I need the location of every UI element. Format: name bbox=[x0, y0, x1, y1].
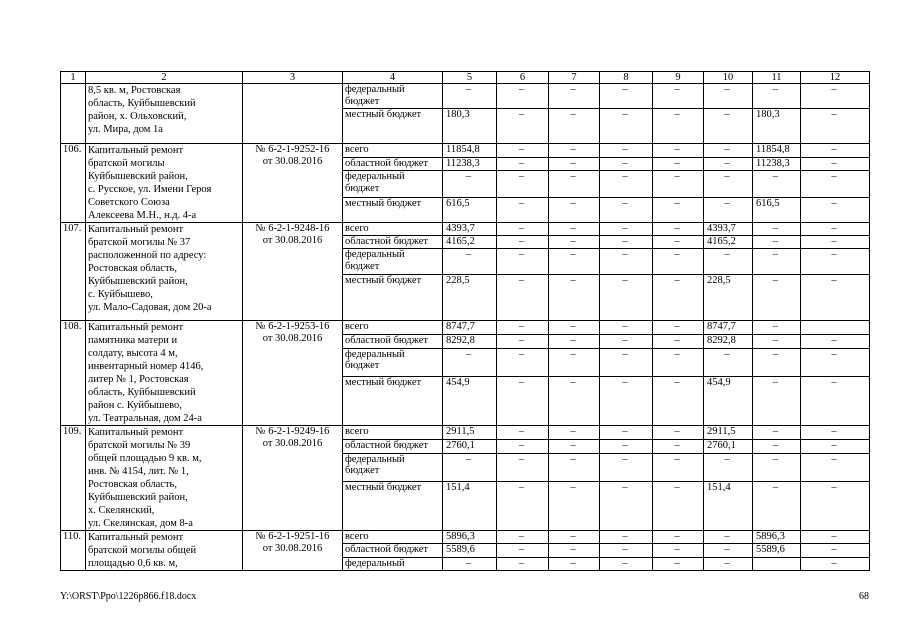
amount-cell: 2911,5 bbox=[704, 426, 753, 440]
amount-cell: – bbox=[801, 198, 870, 223]
amount-cell: – bbox=[801, 157, 870, 171]
amount-cell: – bbox=[549, 275, 600, 321]
item-number bbox=[61, 84, 86, 144]
funding-source: федеральный бюджет bbox=[343, 84, 443, 109]
amount-cell: – bbox=[801, 171, 870, 198]
amount-cell: – bbox=[600, 84, 653, 109]
amount-cell: – bbox=[753, 348, 801, 376]
amount-cell: – bbox=[801, 481, 870, 530]
amount-cell: 180,3 bbox=[443, 109, 497, 144]
amount-cell: – bbox=[801, 236, 870, 249]
funding-source: областной бюджет bbox=[343, 544, 443, 557]
amount-cell: – bbox=[801, 557, 870, 570]
amount-cell: – bbox=[753, 249, 801, 275]
amount-cell: – bbox=[801, 348, 870, 376]
amount-cell: 5589,6 bbox=[753, 544, 801, 557]
funding-source: федеральный бюджет bbox=[343, 453, 443, 481]
amount-cell: – bbox=[600, 481, 653, 530]
amount-cell: – bbox=[549, 321, 600, 335]
amount-cell: – bbox=[801, 453, 870, 481]
column-header: 4 bbox=[343, 72, 443, 84]
amount-cell: – bbox=[497, 376, 549, 425]
amount-cell: – bbox=[600, 453, 653, 481]
column-header: 6 bbox=[497, 72, 549, 84]
amount-cell: – bbox=[600, 321, 653, 335]
amount-cell: – bbox=[653, 321, 704, 335]
amount-cell: 2760,1 bbox=[704, 439, 753, 453]
amount-cell: – bbox=[753, 236, 801, 249]
amount-cell: 8292,8 bbox=[704, 334, 753, 348]
funding-source: федеральный бюджет bbox=[343, 171, 443, 198]
amount-cell: – bbox=[549, 453, 600, 481]
amount-cell: – bbox=[753, 453, 801, 481]
amount-cell: – bbox=[753, 376, 801, 425]
amount-cell: 4393,7 bbox=[704, 223, 753, 236]
column-header: 9 bbox=[653, 72, 704, 84]
amount-cell: – bbox=[801, 275, 870, 321]
amount-cell: – bbox=[497, 249, 549, 275]
amount-cell: – bbox=[653, 157, 704, 171]
amount-cell: 454,9 bbox=[704, 376, 753, 425]
amount-cell: – bbox=[600, 531, 653, 544]
amount-cell: – bbox=[653, 426, 704, 440]
amount-cell: – bbox=[497, 439, 549, 453]
column-header: 7 bbox=[549, 72, 600, 84]
amount-cell: – bbox=[801, 376, 870, 425]
amount-cell: – bbox=[549, 109, 600, 144]
amount-cell: – bbox=[653, 198, 704, 223]
amount-cell: – bbox=[801, 426, 870, 440]
amount-cell: – bbox=[497, 171, 549, 198]
item-number: 109. bbox=[61, 426, 86, 531]
column-header: 11 bbox=[753, 72, 801, 84]
footer-file-path: Y:\ORST\Ppo\1226p866.f18.docx bbox=[60, 591, 197, 602]
amount-cell: – bbox=[497, 544, 549, 557]
column-header: 2 bbox=[86, 72, 243, 84]
amount-cell: – bbox=[443, 249, 497, 275]
amount-cell: – bbox=[600, 223, 653, 236]
funding-source: местный бюджет bbox=[343, 198, 443, 223]
amount-cell: 4393,7 bbox=[443, 223, 497, 236]
amount-cell: 616,5 bbox=[443, 198, 497, 223]
amount-cell: 228,5 bbox=[704, 275, 753, 321]
table-row bbox=[61, 321, 870, 335]
amount-cell: – bbox=[653, 439, 704, 453]
amount-cell: – bbox=[497, 481, 549, 530]
amount-cell: – bbox=[753, 439, 801, 453]
amount-cell: – bbox=[753, 223, 801, 236]
amount-cell: 228,5 bbox=[443, 275, 497, 321]
table-row bbox=[61, 84, 870, 109]
amount-cell: – bbox=[653, 334, 704, 348]
amount-cell: – bbox=[497, 236, 549, 249]
amount-cell: – bbox=[704, 171, 753, 198]
amount-cell: – bbox=[600, 109, 653, 144]
amount-cell: – bbox=[549, 249, 600, 275]
column-header: 12 bbox=[801, 72, 870, 84]
amount-cell: – bbox=[653, 249, 704, 275]
amount-cell: – bbox=[704, 84, 753, 109]
amount-cell: 4165,2 bbox=[443, 236, 497, 249]
amount-cell: – bbox=[801, 223, 870, 236]
amount-cell: 5896,3 bbox=[753, 531, 801, 544]
amount-cell: – bbox=[801, 531, 870, 544]
amount-cell: – bbox=[653, 376, 704, 425]
amount-cell: – bbox=[653, 531, 704, 544]
funding-source: федеральный бюджет bbox=[343, 348, 443, 376]
amount-cell: – bbox=[549, 557, 600, 570]
amount-cell: – bbox=[653, 557, 704, 570]
amount-cell: – bbox=[549, 157, 600, 171]
column-header: 1 bbox=[61, 72, 86, 84]
amount-cell: – bbox=[753, 426, 801, 440]
registration-number: № 6-2-1-9253-16 от 30.08.2016 bbox=[243, 321, 343, 426]
funding-source: местный бюджет bbox=[343, 109, 443, 144]
amount-cell: – bbox=[600, 426, 653, 440]
amount-cell: – bbox=[443, 557, 497, 570]
header-row bbox=[61, 72, 870, 84]
amount-cell: – bbox=[497, 334, 549, 348]
amount-cell: – bbox=[600, 249, 653, 275]
amount-cell bbox=[801, 321, 870, 335]
amount-cell: – bbox=[704, 109, 753, 144]
amount-cell: – bbox=[600, 439, 653, 453]
object-description: Капитальный ремонт памятника матери и солдату, высота 4 м, инвентарный номер 4146, литер № 1, Ростовская область, Куйбышевский район с. Куйбышево, ул. Театральная, дом 24-а bbox=[86, 321, 243, 426]
amount-cell: – bbox=[497, 531, 549, 544]
amount-cell: – bbox=[753, 321, 801, 335]
amount-cell: – bbox=[600, 157, 653, 171]
table-row bbox=[61, 144, 870, 158]
amount-cell: – bbox=[600, 348, 653, 376]
funding-source: областной бюджет bbox=[343, 439, 443, 453]
amount-cell: – bbox=[549, 236, 600, 249]
amount-cell: – bbox=[801, 249, 870, 275]
object-description: Капитальный ремонт братской могилы общей площадью 0,6 кв. м, bbox=[86, 531, 243, 571]
funding-source: областной бюджет bbox=[343, 236, 443, 249]
amount-cell: – bbox=[704, 198, 753, 223]
amount-cell: 11238,3 bbox=[753, 157, 801, 171]
column-header: 10 bbox=[704, 72, 753, 84]
amount-cell: – bbox=[497, 348, 549, 376]
amount-cell: – bbox=[443, 453, 497, 481]
table-row bbox=[61, 426, 870, 440]
amount-cell: – bbox=[600, 376, 653, 425]
amount-cell: – bbox=[497, 109, 549, 144]
funding-source: всего bbox=[343, 144, 443, 158]
amount-cell: – bbox=[600, 144, 653, 158]
amount-cell bbox=[753, 557, 801, 570]
amount-cell: – bbox=[653, 236, 704, 249]
page-number: 68 bbox=[859, 591, 869, 602]
funding-source: всего bbox=[343, 531, 443, 544]
amount-cell: – bbox=[443, 171, 497, 198]
amount-cell: – bbox=[653, 348, 704, 376]
amount-cell: 11238,3 bbox=[443, 157, 497, 171]
amount-cell: 11854,8 bbox=[443, 144, 497, 158]
amount-cell: 5589,6 bbox=[443, 544, 497, 557]
amount-cell: – bbox=[704, 453, 753, 481]
item-number: 110. bbox=[61, 531, 86, 571]
column-header: 5 bbox=[443, 72, 497, 84]
amount-cell: – bbox=[753, 481, 801, 530]
object-description: Капитальный ремонт братской могилы № 39 общей площадью 9 кв. м, инв. № 4154, лит. № 1, Ростовская область, Куйбышевский район, х. Скелянский, ул. Скелянская, дом 8-а bbox=[86, 426, 243, 531]
amount-cell: 5896,3 bbox=[443, 531, 497, 544]
amount-cell: – bbox=[549, 84, 600, 109]
amount-cell: – bbox=[497, 453, 549, 481]
amount-cell: – bbox=[549, 198, 600, 223]
amount-cell: – bbox=[600, 198, 653, 223]
amount-cell: – bbox=[704, 557, 753, 570]
registration-number: № 6-2-1-9248-16 от 30.08.2016 bbox=[243, 223, 343, 321]
amount-cell: – bbox=[497, 557, 549, 570]
amount-cell: – bbox=[801, 144, 870, 158]
amount-cell: 151,4 bbox=[704, 481, 753, 530]
amount-cell: – bbox=[653, 144, 704, 158]
object-description: Капитальный ремонт братской могилы № 37 расположенной по адресу: Ростовская область, Куйбышевский район, с. Куйбышево, ул. Мало-Садовая, дом 20-а bbox=[86, 223, 243, 321]
amount-cell: – bbox=[653, 171, 704, 198]
amount-cell: 2911,5 bbox=[443, 426, 497, 440]
funding-source: всего bbox=[343, 426, 443, 440]
object-description: Капитальный ремонт братской могилы Куйбышевский район, с. Русское, ул. Имени Героя Советского Союза Алексеева М.Н., н.д. 4-а bbox=[86, 144, 243, 223]
amount-cell: – bbox=[600, 557, 653, 570]
amount-cell: – bbox=[443, 348, 497, 376]
amount-cell: – bbox=[753, 84, 801, 109]
amount-cell: – bbox=[801, 544, 870, 557]
amount-cell: – bbox=[653, 544, 704, 557]
amount-cell: – bbox=[653, 109, 704, 144]
table-header bbox=[61, 72, 870, 84]
amount-cell: – bbox=[549, 426, 600, 440]
amount-cell: – bbox=[753, 171, 801, 198]
registration-number: № 6-2-1-9251-16 от 30.08.2016 bbox=[243, 531, 343, 571]
item-number: 107. bbox=[61, 223, 86, 321]
amount-cell: – bbox=[704, 531, 753, 544]
amount-cell: – bbox=[497, 84, 549, 109]
amount-cell: – bbox=[704, 249, 753, 275]
amount-cell: 180,3 bbox=[753, 109, 801, 144]
amount-cell: 8747,7 bbox=[443, 321, 497, 335]
amount-cell: – bbox=[549, 223, 600, 236]
registration-number bbox=[243, 84, 343, 144]
amount-cell: – bbox=[753, 334, 801, 348]
funding-source: областной бюджет bbox=[343, 157, 443, 171]
amount-cell: – bbox=[753, 275, 801, 321]
amount-cell: – bbox=[704, 144, 753, 158]
amount-cell: – bbox=[443, 84, 497, 109]
funding-source: областной бюджет bbox=[343, 334, 443, 348]
amount-cell: – bbox=[497, 157, 549, 171]
amount-cell: – bbox=[801, 109, 870, 144]
amount-cell: 4165,2 bbox=[704, 236, 753, 249]
item-number: 106. bbox=[61, 144, 86, 223]
amount-cell: 8292,8 bbox=[443, 334, 497, 348]
amount-cell: – bbox=[600, 236, 653, 249]
amount-cell: – bbox=[549, 481, 600, 530]
amount-cell: – bbox=[549, 531, 600, 544]
amount-cell: 151,4 bbox=[443, 481, 497, 530]
column-header: 8 bbox=[600, 72, 653, 84]
table-row bbox=[61, 531, 870, 544]
amount-cell: – bbox=[497, 144, 549, 158]
amount-cell: – bbox=[497, 321, 549, 335]
amount-cell: – bbox=[549, 348, 600, 376]
funding-source: всего bbox=[343, 223, 443, 236]
amount-cell: – bbox=[600, 275, 653, 321]
amount-cell: 616,5 bbox=[753, 198, 801, 223]
table-row bbox=[61, 223, 870, 236]
table-body bbox=[61, 84, 870, 571]
amount-cell: – bbox=[653, 481, 704, 530]
amount-cell: – bbox=[653, 84, 704, 109]
amount-cell: – bbox=[497, 223, 549, 236]
object-description: 8,5 кв. м, Ростовская область, Куйбышевский район, х. Ольховский, ул. Мира, дом 1а bbox=[86, 84, 243, 144]
amount-cell: – bbox=[600, 171, 653, 198]
amount-cell: – bbox=[704, 544, 753, 557]
amount-cell: – bbox=[549, 439, 600, 453]
amount-cell: – bbox=[653, 223, 704, 236]
amount-cell: – bbox=[549, 171, 600, 198]
amount-cell: – bbox=[801, 439, 870, 453]
budget-table bbox=[60, 71, 870, 571]
amount-cell: – bbox=[801, 334, 870, 348]
amount-cell: – bbox=[704, 157, 753, 171]
amount-cell: – bbox=[704, 348, 753, 376]
amount-cell: – bbox=[600, 334, 653, 348]
amount-cell: – bbox=[600, 544, 653, 557]
column-header: 3 bbox=[243, 72, 343, 84]
registration-number: № 6-2-1-9249-16 от 30.08.2016 bbox=[243, 426, 343, 531]
amount-cell: 454,9 bbox=[443, 376, 497, 425]
amount-cell: – bbox=[653, 275, 704, 321]
amount-cell: – bbox=[497, 426, 549, 440]
funding-source: местный бюджет bbox=[343, 376, 443, 425]
amount-cell: – bbox=[653, 453, 704, 481]
amount-cell: – bbox=[549, 144, 600, 158]
funding-source: всего bbox=[343, 321, 443, 335]
funding-source: местный бюджет bbox=[343, 275, 443, 321]
amount-cell: – bbox=[497, 198, 549, 223]
amount-cell: – bbox=[549, 544, 600, 557]
amount-cell: – bbox=[497, 275, 549, 321]
amount-cell: 8747,7 bbox=[704, 321, 753, 335]
amount-cell: 2760,1 bbox=[443, 439, 497, 453]
funding-source: местный бюджет bbox=[343, 481, 443, 530]
amount-cell: – bbox=[801, 84, 870, 109]
amount-cell: – bbox=[549, 376, 600, 425]
amount-cell: – bbox=[549, 334, 600, 348]
registration-number: № 6-2-1-9252-16 от 30.08.2016 bbox=[243, 144, 343, 223]
amount-cell: 11854,8 bbox=[753, 144, 801, 158]
funding-source: федеральный бюджет bbox=[343, 249, 443, 275]
funding-source: федеральный bbox=[343, 557, 443, 570]
item-number: 108. bbox=[61, 321, 86, 426]
